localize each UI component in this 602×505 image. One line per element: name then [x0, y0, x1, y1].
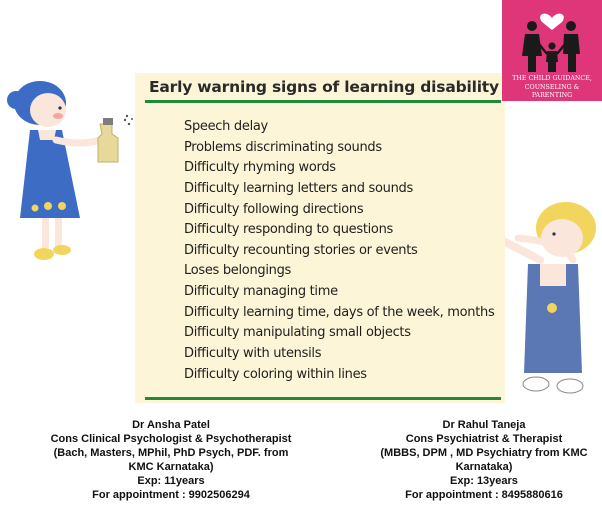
doctor-role: Cons Clinical Psychologist & Psychotherapist [50, 433, 292, 445]
list-item: Difficulty managing time [184, 284, 338, 300]
doctor-name: Dr Rahul Taneja [442, 419, 526, 431]
card-title: Early warning signs of learning disability [149, 78, 499, 96]
list-item: Difficulty coloring within lines [184, 366, 367, 382]
doctor-experience: Exp: 13years [450, 475, 518, 487]
doctor-role: Cons Psychiatrist & Therapist [405, 433, 563, 445]
list-item: Difficulty rhyming words [184, 160, 336, 176]
title-underline [145, 100, 501, 103]
list-item: Difficulty responding to questions [184, 222, 393, 238]
doctor-info-left [45, 418, 297, 502]
list-item: Difficulty manipulating small objects [184, 325, 411, 341]
girl-with-spray-bottle-illustration [0, 78, 140, 273]
warning-signs-list [184, 117, 494, 385]
doctor-qualifications-cont: KMC Karnataka) [128, 461, 214, 473]
clinic-name-line-3: CLINIC [539, 100, 565, 108]
doctor-appointment: For appointment : 8495880616 [405, 489, 563, 501]
list-item: Difficulty learning time, days of the week, months [184, 304, 495, 320]
list-item: Speech delay [184, 119, 268, 134]
doctor-qualifications: (MBBS, DPM , MD Psychiatry from KMC [380, 447, 588, 459]
doctor-qualifications-cont: Karnataka) [455, 461, 513, 473]
list-item: Difficulty following directions [184, 201, 364, 217]
list-item: Difficulty recounting stories or events [184, 242, 418, 258]
list-item: Difficulty learning letters and sounds [184, 180, 413, 196]
list-item: Difficulty with utensils [184, 346, 322, 362]
list-item: Problems discriminating sounds [184, 139, 382, 155]
clinic-logo [502, 0, 602, 108]
doctor-name: Dr Ansha Patel [132, 419, 210, 431]
family-silhouette-icon [516, 4, 588, 74]
clinic-name [504, 75, 600, 109]
clinic-name-line-1: THE CHILD GUIDANCE, [512, 75, 592, 82]
clinic-name-line-2: COUNSELING & PARENTING [524, 83, 580, 100]
doctor-info-right [370, 418, 598, 502]
doctor-qualifications: (Bach, Masters, MPhil, PhD Psych, PDF. from [53, 447, 289, 459]
bottom-rule [145, 397, 501, 400]
doctor-experience: Exp: 11years [137, 475, 205, 487]
warning-signs-card [135, 73, 505, 403]
doctor-appointment: For appointment : 9902506294 [92, 489, 250, 501]
list-item: Loses belongings [184, 263, 292, 279]
